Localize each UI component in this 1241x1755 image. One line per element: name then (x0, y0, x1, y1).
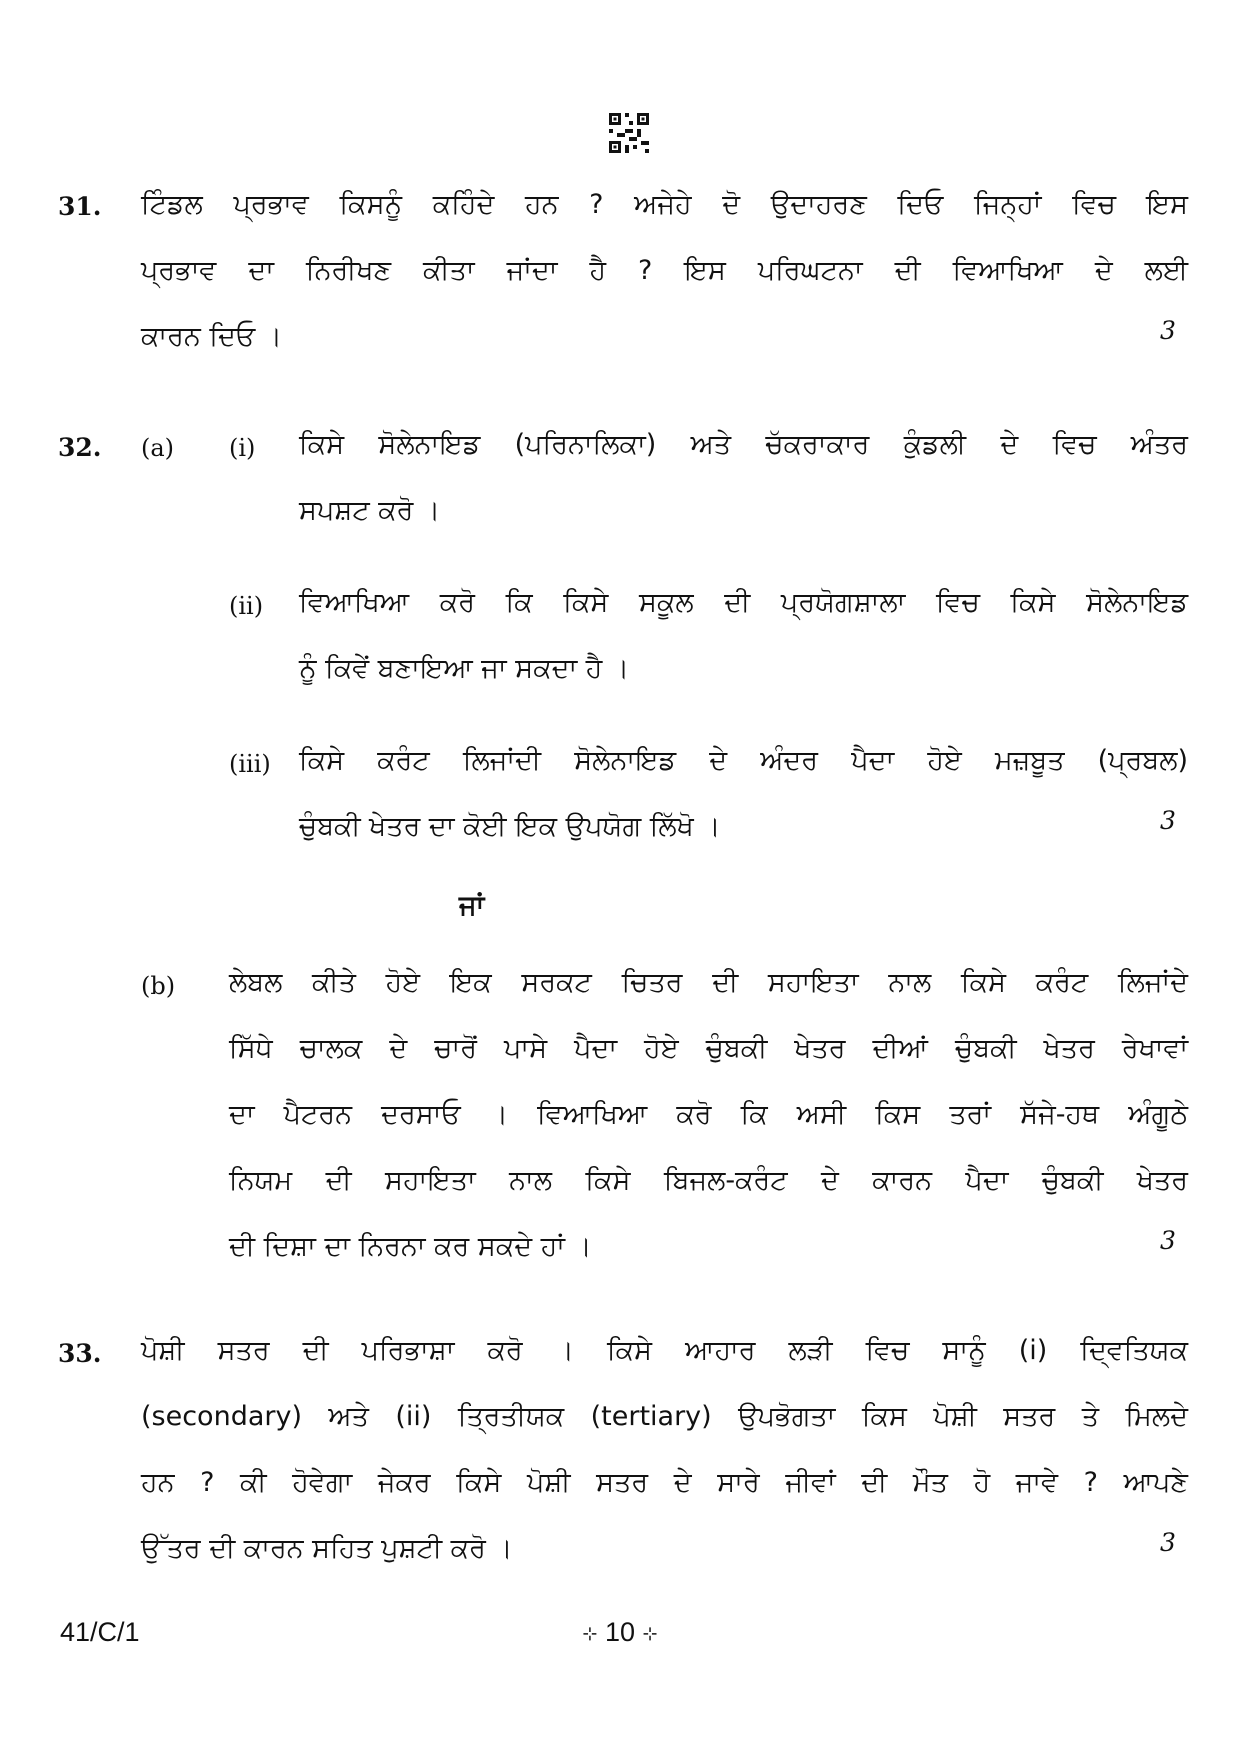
question-31-line-1: ਟਿੰਡਲ ਪ੍ਰਭਾਵ ਕਿਸਨੂੰ ਕਹਿੰਦੇ ਹਨ ? ਅਜੇਹੇ ਦੋ ਉਦਾਹਰਣ ਦਿਓ ਜਿਨ੍ਹਾਂ ਵਿਚ ਇਸ (141, 189, 1188, 220)
part-b-line-2: ਸਿੱਧੇ ਚਾਲਕ ਦੇ ਚਾਰੋਂ ਪਾਸੇ ਪੈਦਾ ਹੋਏ ਚੁੰਬਕੀ ਖੇਤਰ ਦੀਆਂ ਚੁੰਬਕੀ ਖੇਤਰ ਰੇਖਾਵਾਂ (229, 1033, 1188, 1064)
question-33-line-3: ਹਨ ? ਕੀ ਹੋਵੇਗਾ ਜੇਕਰ ਕਿਸੇ ਪੋਸ਼ੀ ਸਤਰ ਦੇ ਸਾਰੇ ਜੀਵਾਂ ਦੀ ਮੌਤ ਹੋ ਜਾਵੇ ? ਆਪਣੇ (141, 1467, 1188, 1498)
question-31-marks: 3 (1160, 316, 1176, 345)
subpart-ii-label: (ii) (229, 592, 264, 620)
part-b-line-3: ਦਾ ਪੈਟਰਨ ਦਰਸਾਓ । ਵਿਆਖਿਆ ਕਰੋ ਕਿ ਅਸੀ ਕਿਸ ਤਰਾਂ ਸੱਜੇ-ਹਥ ਅੰਗੂਠੇ (229, 1099, 1188, 1130)
subpart-ii-line-2: ਨੂੰ ਕਿਵੇਂ ਬਣਾਇਆ ਜਾ ਸਕਦਾ ਹੈ । (299, 653, 630, 684)
question-33-marks: 3 (1160, 1528, 1176, 1557)
subpart-i-line-1: ਕਿਸੇ ਸੋਲੇਨਾਇਡ (ਪਰਿਨਾਲਿਕਾ) ਅਤੇ ਚੱਕਰਾਕਾਰ ਕੁੰਡਲੀ ਦੇ ਵਿਚ ਅੰਤਰ (299, 429, 1188, 460)
question-32-number: 32. (58, 433, 102, 462)
subpart-i-label: (i) (229, 434, 256, 462)
ornament-left-icon: ⊹ (582, 1623, 598, 1644)
subpart-iii-line-2: ਚੁੰਬਕੀ ਖੇਤਰ ਦਾ ਕੋਈ ਇਕ ਉਪਯੋਗ ਲਿੱਖੋ । (299, 811, 721, 842)
page-number-value: 10 (604, 1617, 636, 1647)
ornament-right-icon: ⊹ (642, 1623, 658, 1644)
question-31-line-3: ਕਾਰਨ ਦਿਓ । (141, 321, 283, 352)
part-b-marks: 3 (1160, 1226, 1176, 1255)
question-31-number: 31. (58, 192, 102, 221)
part-b-line-1: ਲੇਬਲ ਕੀਤੇ ਹੋਏ ਇਕ ਸਰਕਟ ਚਿਤਰ ਦੀ ਸਹਾਇਤਾ ਨਾਲ ਕਿਸੇ ਕਰੰਟ ਲਿਜਾਂਦੇ (229, 967, 1188, 998)
question-33-line-4: ਉੱਤਰ ਦੀ ਕਾਰਨ ਸਹਿਤ ਪੁਸ਼ਟੀ ਕਰੋ । (141, 1533, 513, 1564)
subpart-i-line-2: ਸਪਸ਼ਟ ਕਰੋ । (299, 495, 441, 526)
part-b-line-4: ਨਿਯਮ ਦੀ ਸਹਾਇਤਾ ਨਾਲ ਕਿਸੇ ਬਿਜਲ-ਕਰੰਟ ਦੇ ਕਾਰਨ ਪੈਦਾ ਚੁੰਬਕੀ ਖੇਤਰ (229, 1165, 1188, 1196)
qr-code-icon (609, 113, 649, 153)
paper-code: 41/C/1 (60, 1617, 140, 1647)
subpart-iii-label: (iii) (229, 750, 271, 778)
question-33-line-1: ਪੋਸ਼ੀ ਸਤਰ ਦੀ ਪਰਿਭਾਸ਼ਾ ਕਰੋ । ਕਿਸੇ ਆਹਾਰ ਲੜੀ ਵਿਚ ਸਾਨੂੰ (i) ਦ੍ਵਿਤਿਯਕ (141, 1335, 1188, 1366)
part-b-label: (b) (141, 972, 176, 1000)
question-33-line-2: (secondary) ਅਤੇ (ii) ਤ੍ਰਿਤੀਯਕ (tertiary) ਉਪਭੋਗਤਾ ਕਿਸ ਪੋਸ਼ੀ ਸਤਰ ਤੇ ਮਿਲਦੇ (141, 1401, 1188, 1432)
part-a-marks: 3 (1160, 806, 1176, 835)
question-31-line-2: ਪ੍ਰਭਾਵ ਦਾ ਨਿਰੀਖਣ ਕੀਤਾ ਜਾਂਦਾ ਹੈ ? ਇਸ ਪਰਿਘਟਨਾ ਦੀ ਵਿਆਖਿਆ ਦੇ ਲਈ (141, 255, 1188, 286)
subpart-ii-line-1: ਵਿਆਖਿਆ ਕਰੋ ਕਿ ਕਿਸੇ ਸਕੂਲ ਦੀ ਪ੍ਰਯੋਗਸ਼ਾਲਾ ਵਿਚ ਕਿਸੇ ਸੋਲੇਨਾਇਡ (299, 587, 1188, 618)
page-number (560, 1617, 680, 1648)
part-b-line-5: ਦੀ ਦਿਸ਼ਾ ਦਾ ਨਿਰਨਾ ਕਰ ਸਕਦੇ ਹਾਂ । (229, 1231, 592, 1262)
or-separator: ਜਾਂ (459, 890, 485, 921)
subpart-iii-line-1: ਕਿਸੇ ਕਰੰਟ ਲਿਜਾਂਦੀ ਸੋਲੇਨਾਇਡ ਦੇ ਅੰਦਰ ਪੈਦਾ ਹੋਏ ਮਜ਼ਬੂਤ (ਪ੍ਰਬਲ) (299, 745, 1188, 776)
question-33-number: 33. (58, 1339, 102, 1368)
part-a-label: (a) (141, 434, 175, 462)
